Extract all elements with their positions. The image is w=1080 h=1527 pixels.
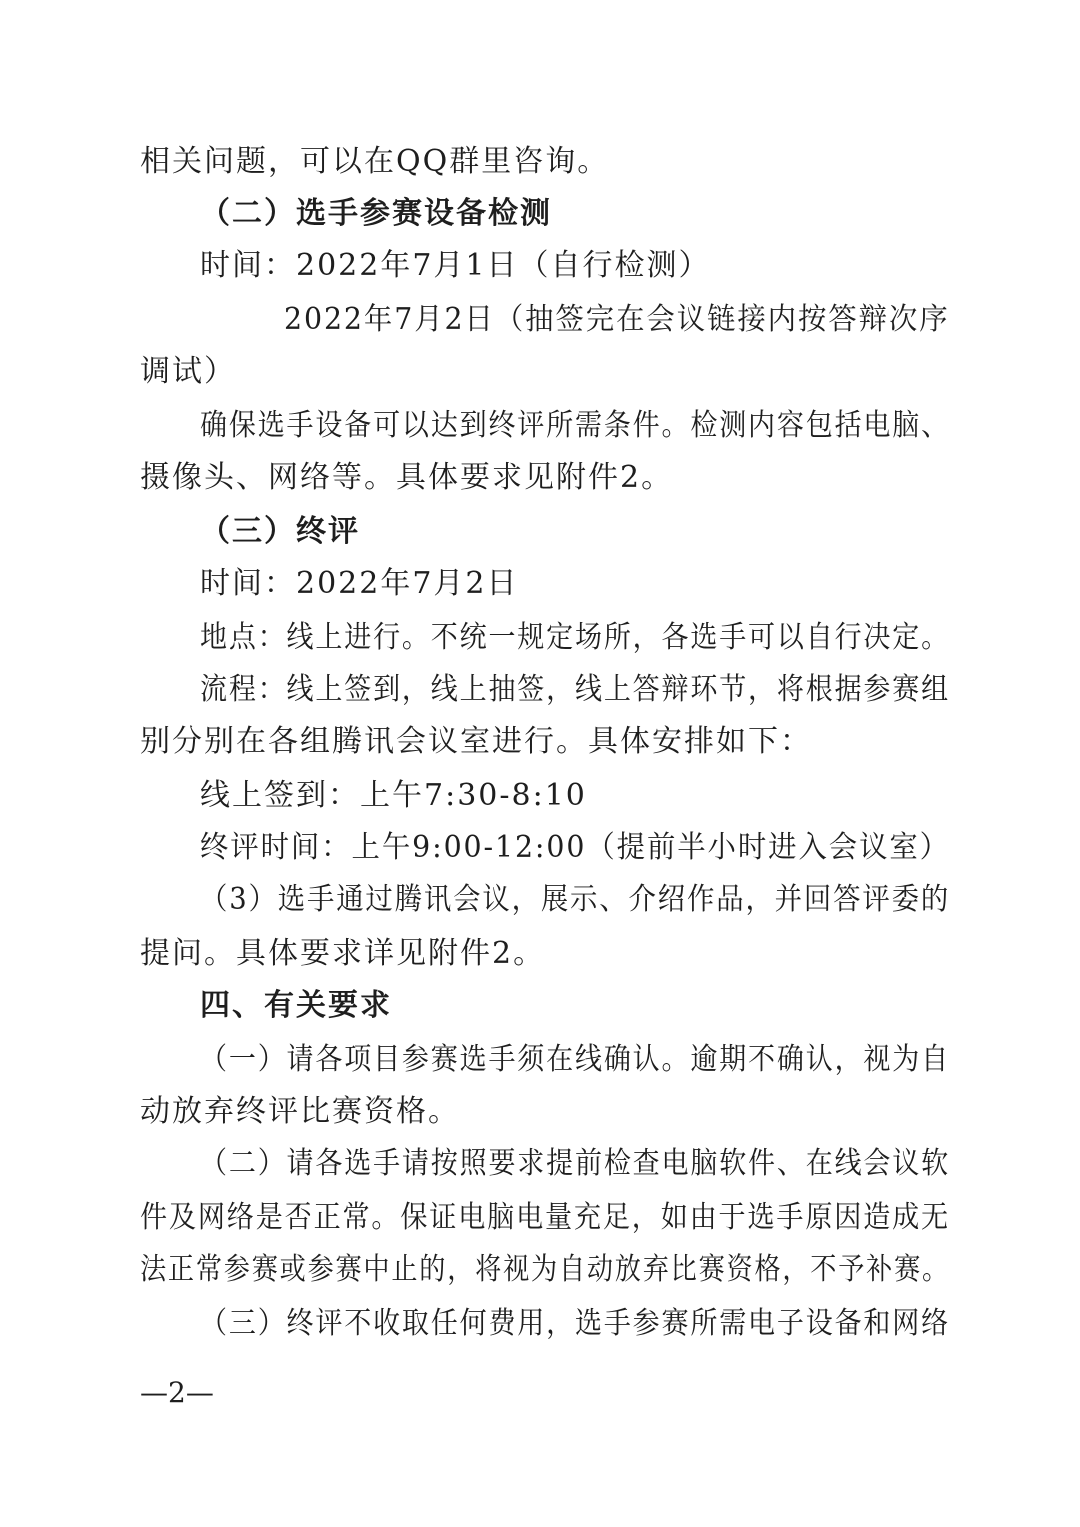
text-line: 动放弃终评比赛资格。 xyxy=(140,1094,460,1129)
text-line: 摄像头、网络等。具体要求见附件2。 xyxy=(140,460,674,495)
text-line: 流程：线上签到，线上抽签，线上答辩环节，将根据参赛组 xyxy=(200,672,950,707)
text-line: 地点：线上进行。不统一规定场所，各选手可以自行决定。 xyxy=(200,620,950,655)
text-line: （三）终评不收取任何费用，选手参赛所需电子设备和网络 xyxy=(200,1306,950,1341)
text-line: 法正常参赛或参赛中止的，将视为自动放弃比赛资格，不予补赛。 xyxy=(140,1252,950,1287)
text-line: 相关问题，可以在QQ群里咨询。 xyxy=(140,144,610,179)
text-line: 调试） xyxy=(140,354,236,389)
section-heading: （二）选手参赛设备检测 xyxy=(200,196,552,231)
text-line: （一）请各项目参赛选手须在线确认。逾期不确认，视为自 xyxy=(200,1042,950,1077)
text-line: 终评时间：上午9:00-12:00（提前半小时进入会议室） xyxy=(200,830,950,865)
text-line: 提问。具体要求详见附件2。 xyxy=(140,936,546,971)
text-line: 时间：2022年7月2日 xyxy=(200,566,519,601)
text-line: 时间：2022年7月1日（自行检测） xyxy=(200,248,711,283)
text-line: 2022年7月2日（抽签完在会议链接内按答辩次序 xyxy=(284,302,950,337)
text-line: 别分别在各组腾讯会议室进行。具体安排如下： xyxy=(140,724,812,759)
text-line: （3）选手通过腾讯会议，展示、介绍作品，并回答评委的 xyxy=(200,882,951,917)
text-line: 件及网络是否正常。保证电脑电量充足，如由于选手原因造成无 xyxy=(140,1200,950,1235)
page-number: —2— xyxy=(140,1376,214,1409)
section-heading: 四、有关要求 xyxy=(200,988,392,1023)
section-heading: （三）终评 xyxy=(200,514,360,549)
text-line: 线上签到：上午7:30-8:10 xyxy=(200,778,587,813)
text-line: （二）请各选手请按照要求提前检查电脑软件、在线会议软 xyxy=(200,1146,950,1181)
text-line: 确保选手设备可以达到终评所需条件。检测内容包括电脑、 xyxy=(200,408,950,443)
